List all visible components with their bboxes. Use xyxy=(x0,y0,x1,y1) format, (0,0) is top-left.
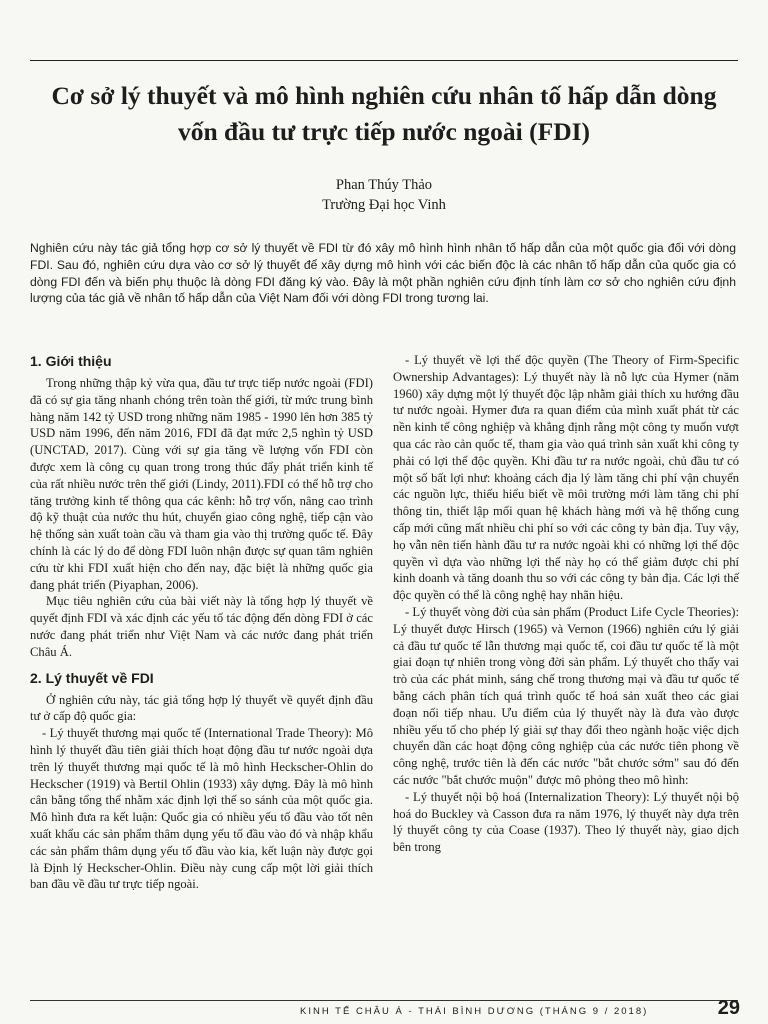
paragraph: - Lý thuyết về lợi thế độc quyền (The Theory of Firm-Specific Ownership Advantages): Lý thuyết này là nỗ lực của Hymer (năm 1960) xây dựng một lý thuyết độc lập nhằm giải thích xu hướng đầu tư nước ngoài. Hymer đưa ra quan điểm của mình xuất phát từ các nền kinh tế công nghiệp và khẳng định rằng một công ty muốn vượt qua các rào cản quốc tế, tham gia vào quá trình sản xuất khi công ty phải có lợi thế độc quyền. Khi đầu tư ra nước ngoài, chủ đầu tư có một số bất lợi như: khoảng cách địa lý làm tăng chi phí vận chuyển các nguồn lực, thiếu hiểu biết về môi trường mới làm tăng chi phí thông tin, thiết lập mối quan hệ khách hàng mới và hệ thống cung cấp mới cũng mất nhiều chi phí so với các công ty bản địa. Tuy vậy, họ vẫn nên tiến hành đầu tư ra nước ngoài khi có những lợi thế độc quyền vì dựa vào những lợi thế này họ có thể giảm được chi phí kinh doanh và tăng doanh thu so với các công ty bản địa. Các lợi thế độc quyền có thể là công nghệ hay nhãn hiệu. xyxy=(393,353,739,603)
paragraph: Ở nghiên cứu này, tác giả tổng hợp lý thuyết về quyết định đầu tư ở cấp độ quốc gia: xyxy=(30,692,373,724)
section-heading-fdi-theory: 2. Lý thuyết về FDI xyxy=(30,669,154,686)
article-title: Cơ sở lý thuyết và mô hình nghiên cứu nhân tố hấp dẫn dòng vốn đầu tư trực tiếp nước ngoài (FDI) xyxy=(51,81,717,146)
author-name: Phan Thúy Thảo xyxy=(335,177,433,193)
paragraph: - Lý thuyết thương mại quốc tế (International Trade Theory): Mô hình lý thuyết đầu tiên giải thích hoạt động đầu tư nước ngoài dựa trên lý thuyết thương mại quốc tế là mô hình Heckscher-Ohlin do Heckscher (1919) và Bertil Ohlin (1933) xây dựng. Đây là mô hình cân bằng tổng thể nhằm xác định lợi thế so sánh của một quốc gia. Mô hình đưa ra kết luận: Quốc gia có nhiều yếu tố đầu vào tốt nên xuất khẩu các sản phẩm thâm dụng yếu tố đầu vào đó và nhập khẩu các sản phẩm thâm dụng yếu tố đầu vào kia, kết luận này được gọi là Định lý Heckscher-Ohlin. Điều này cung cấp một lời giải thích ban đầu về đầu tư trực tiếp ngoài. xyxy=(30,726,373,892)
footer-rule xyxy=(30,1000,738,1001)
top-rule xyxy=(30,60,738,61)
right-column xyxy=(393,352,739,856)
author-affiliation: Trường Đại học Vinh xyxy=(322,197,446,213)
paragraph: Mục tiêu nghiên cứu của bài viết này là tổng hợp lý thuyết về quyết định FDI và xác định các yếu tố tác động đến dòng FDI ở các nước đang phát triển như Việt Nam và các nước đang phát triển Châu Á. xyxy=(30,594,373,659)
section-heading-introduction: 1. Giới thiệu xyxy=(30,353,112,369)
journal-name: KINH TẾ CHÂU Á - THÁI BÌNH DƯƠNG (THÁNG 9 / 2018) xyxy=(300,1006,649,1017)
page-number: 29 xyxy=(717,997,740,1019)
abstract: Nghiên cứu này tác giả tổng hợp cơ sở lý thuyết về FDI từ đó xây mô hình hình nhân tố hấp dẫn của một quốc gia đối với dòng FDI. Sau đó, nghiên cứu dựa vào cơ sở lý thuyết để xây dựng mô hình với các biến độc là các nhân tố hấp dẫn của quốc gia có dòng FDI đến và biến phụ thuộc là dòng FDI đăng ký vào. Đây là một phần nghiên cứu định tính làm cơ sở cho nghiên cứu định lượng của tác giả về nhân tố hấp dẫn của Việt Nam đối với dòng FDI trong tương lai. xyxy=(30,241,736,306)
left-column xyxy=(30,352,373,893)
paragraph: - Lý thuyết vòng đời của sản phẩm (Product Life Cycle Theories): Lý thuyết được Hirsch (1965) và Vernon (1966) nghiên cứu lý giải cả đầu tư quốc tế lẫn thương mại quốc tế, coi đầu tư quốc tế là một giai đoạn tự nhiên trong vòng đời sản phẩm. Lý thuyết cho thấy vai trò của các phát minh, sáng chế trong thương mại và đầu tư quốc tế bằng cách phân tích quá trình quốc tế hoá sản xuất theo các giai đoạn nối tiếp nhau. Ưu điểm của lý thuyết này là đưa vào được nhiều yếu tố cho phép lý giải sự thay đổi theo ngành hoặc việc dịch chuyển dần các hoạt động công nghiệp của các nước tiên phong về công nghệ, trước tiên là đến các nước "bắt chước sớm" sau đó đến các nước "bắt chước muộn" được mô phỏng theo mô hình: xyxy=(393,604,739,787)
paragraph: Trong những thập kỷ vừa qua, đầu tư trực tiếp nước ngoài (FDI) đã có sự gia tăng nhanh chóng trên toàn thế giới, từ mức trung bình hàng năm 142 tỷ USD trong những năm 1985 - 1990 lên hơn 385 tỷ USD năm 1996, đến năm 2016, FDI đã đạt mức 2,5 nghìn tỷ USD (UNCTAD, 2017). Cùng với sự gia tăng về lượng vốn FDI còn được xem là công cụ quan trong trong thúc đẩy phát triển kinh tế của rất nhiều nước trên thế giới (Lindy, 2011).FDI có thể hỗ trợ cho tăng trưởng kinh tế thông qua các kênh: hỗ trợ vốn, nâng cao trình độ kỹ thuật của nước thu hút, chuyển giao công nghệ, tiếp cận vào hệ thống sản xuất toàn cầu và tham gia vào thị trường quốc tế. Đây chính là các lý do để dòng FDI luôn nhận được sự quan tâm nghiên cứu từ khi FDI xuất hiện cho đến nay, đặc biệt là những quốc gia đang phát triển (Piyaphan, 2006). xyxy=(30,376,373,592)
paragraph: - Lý thuyết nội bộ hoá (Internalization Theory): Lý thuyết nội bộ hoá do Buckley và Casson đưa ra năm 1976, lý thuyết này dựa trên lý thuyết công ty của Coase (1937). Theo lý thuyết này, giao dịch bên trong xyxy=(393,789,739,855)
